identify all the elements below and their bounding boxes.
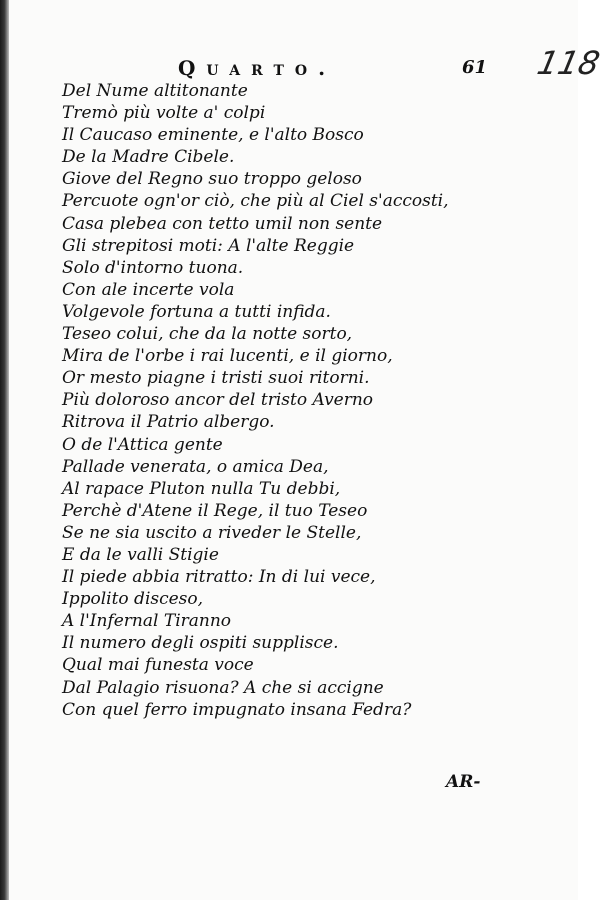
verse-line: Al rapace Pluton nulla Tu debbi, bbox=[62, 478, 341, 499]
verse-line: Con ale incerte vola bbox=[62, 279, 235, 300]
verse-line: Più doloroso ancor del tristo Averno bbox=[62, 390, 374, 411]
verse-line: Qual mai funesta voce bbox=[62, 655, 254, 676]
verse-line: Perchè d'Atene il Rege, il tuo Teseo bbox=[62, 500, 368, 521]
page-number: 61 bbox=[462, 57, 488, 78]
verse-line: Il Caucaso eminente, e l'alto Bosco bbox=[62, 125, 364, 146]
verse-line: Volgevole fortuna a tutti infida. bbox=[62, 301, 331, 322]
running-head: Quarto. bbox=[178, 56, 337, 80]
verse-line: De la Madre Cibele. bbox=[62, 147, 235, 168]
catchword: AR- bbox=[446, 772, 481, 792]
verse-line: O de l'Attica gente bbox=[62, 434, 223, 455]
verse-line: Pallade venerata, o amica Dea, bbox=[62, 456, 329, 477]
verse-line: Ippolito disceso, bbox=[62, 589, 204, 610]
verse-line: Ritrova il Patrio albergo. bbox=[62, 412, 275, 433]
verse-line: Con quel ferro impugnato insana Fedra? bbox=[62, 699, 412, 720]
verse-line: Solo d'intorno tuona. bbox=[62, 257, 244, 278]
verse-line: Or mesto piagne i tristi suoi ritorni. bbox=[62, 368, 370, 389]
verse-line: Tremò più volte a' colpi bbox=[62, 103, 266, 124]
verse-line: Giove del Regno suo troppo geloso bbox=[62, 169, 362, 190]
verse-line: Dal Palagio risuona? A che si accigne bbox=[62, 677, 384, 698]
verse-line: Teseo colui, che da la notte sorto, bbox=[62, 324, 353, 345]
verse-line: Se ne sia uscito a riveder le Stelle, bbox=[62, 522, 362, 543]
verse-line: Gli strepitosi moti: A l'alte Reggie bbox=[62, 235, 355, 256]
verse-line: Il numero degli ospiti supplisce. bbox=[62, 633, 339, 654]
verse-line: E da le valli Stigie bbox=[62, 544, 219, 565]
verse-line: Del Nume altitonante bbox=[62, 81, 248, 101]
binding-edge bbox=[0, 0, 9, 900]
verse-line: Percuote ogn'or ciò, che più al Ciel s'accosti, bbox=[62, 191, 449, 212]
verse-line: Mira de l'orbe i rai lucenti, e il giorno, bbox=[62, 346, 393, 367]
verse-line: Il piede abbia ritratto: In di lui vece, bbox=[62, 567, 376, 588]
verse-line: Casa plebea con tetto umil non sente bbox=[62, 213, 383, 234]
verse-block bbox=[62, 80, 482, 721]
handwritten-folio-number: 118 bbox=[533, 44, 603, 82]
verse-line: A l'Infernal Tiranno bbox=[62, 611, 232, 632]
